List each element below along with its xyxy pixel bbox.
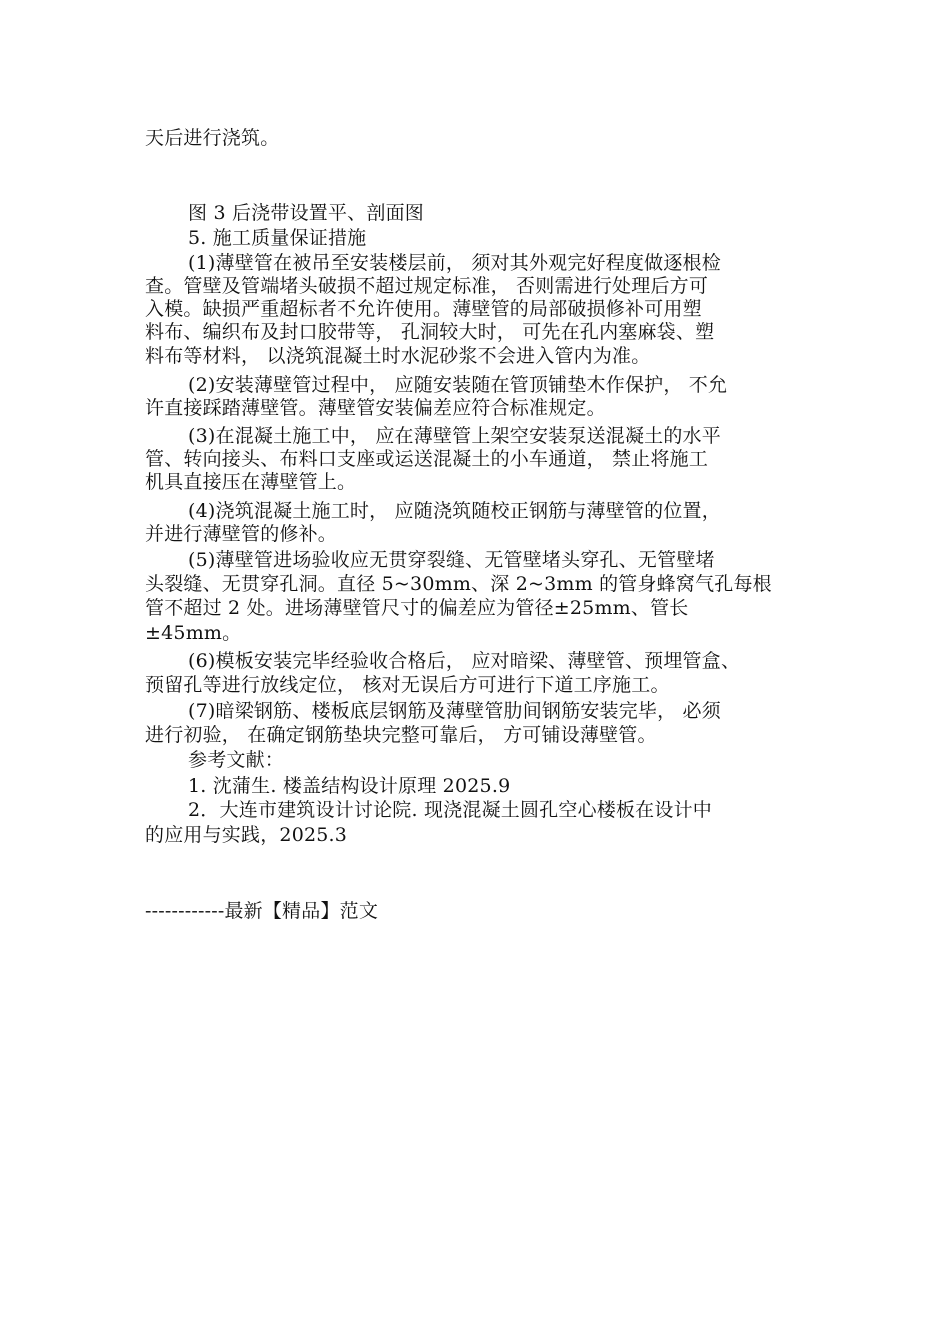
paragraph-line: 管不超过 2 处。进场薄壁管尺寸的偏差应为管径±25mm、管长	[145, 597, 689, 619]
paragraph-line: (1)薄壁管在被吊至安装楼层前， 须对其外观完好程度做逐根检	[188, 252, 721, 274]
paragraph-line: 管、转向接头、布料口支座或运送混凝土的小车通道， 禁止将施工	[145, 448, 709, 470]
paragraph-line: 进行初验， 在确定钢筋垫块完整可靠后， 方可铺设薄壁管。	[145, 724, 657, 746]
paragraph-line: 天后进行浇筑。	[145, 127, 280, 149]
paragraph-line: 机具直接压在薄壁管上。	[145, 471, 357, 493]
paragraph-line: (5)薄壁管进场验收应无贯穿裂缝、无管壁堵头穿孔、无管壁堵	[188, 549, 715, 571]
paragraph-line: (3)在混凝土施工中， 应在薄壁管上架空安装泵送混凝土的水平	[188, 425, 721, 447]
paragraph-line: 并进行薄壁管的修补。	[145, 523, 338, 545]
paragraph-line: (2)安装薄壁管过程中， 应随安装随在管顶铺垫木作保护， 不允	[188, 374, 728, 396]
footer-text: ------------最新【精品】范文	[145, 900, 379, 922]
paragraph-line: 许直接踩踏薄壁管。薄壁管安装偏差应符合标准规定。	[145, 397, 606, 419]
paragraph-line: (4)浇筑混凝土施工时， 应随浇筑随校正钢筋与薄壁管的位置，	[188, 500, 721, 522]
paragraph-line: ±45mm。	[145, 622, 242, 644]
paragraph-line: (7)暗梁钢筋、楼板底层钢筋及薄壁管肋间钢筋安装完毕， 必须	[188, 700, 721, 722]
references-heading: 参考文献：	[188, 749, 285, 771]
reference-item: 1. 沈蒲生. 楼盖结构设计原理 2025.9	[188, 775, 511, 797]
paragraph-line: 查。管壁及管端堵头破损不超过规定标准， 否则需进行处理后方可	[145, 275, 709, 297]
paragraph-line: 头裂缝、无贯穿孔洞。直径 5~30mm、深 2~3mm 的管身蜂窝气孔每根	[145, 573, 772, 595]
paragraph-line: 料布、编织布及封口胶带等， 孔洞较大时， 可先在孔内塞麻袋、塑	[145, 321, 715, 343]
reference-item: 2．大连市建筑设计讨论院. 现浇混凝土圆孔空心楼板在设计中	[188, 799, 712, 821]
paragraph-line: 料布等材料， 以浇筑混凝土时水泥砂浆不会进入管内为准。	[145, 345, 651, 367]
figure-caption: 图 3 后浇带设置平、剖面图	[188, 202, 424, 224]
reference-item: 的应用与实践，2025.3	[145, 824, 348, 846]
paragraph-line: (6)模板安装完毕经验收合格后， 应对暗梁、薄壁管、预埋管盒、	[188, 650, 741, 672]
paragraph-line: 入模。缺损严重超标者不允许使用。薄壁管的局部破损修补可用塑	[145, 298, 702, 320]
paragraph-line: 预留孔等进行放线定位， 核对无误后方可进行下道工序施工。	[145, 674, 670, 696]
section-heading: 5. 施工质量保证措施	[188, 227, 367, 249]
